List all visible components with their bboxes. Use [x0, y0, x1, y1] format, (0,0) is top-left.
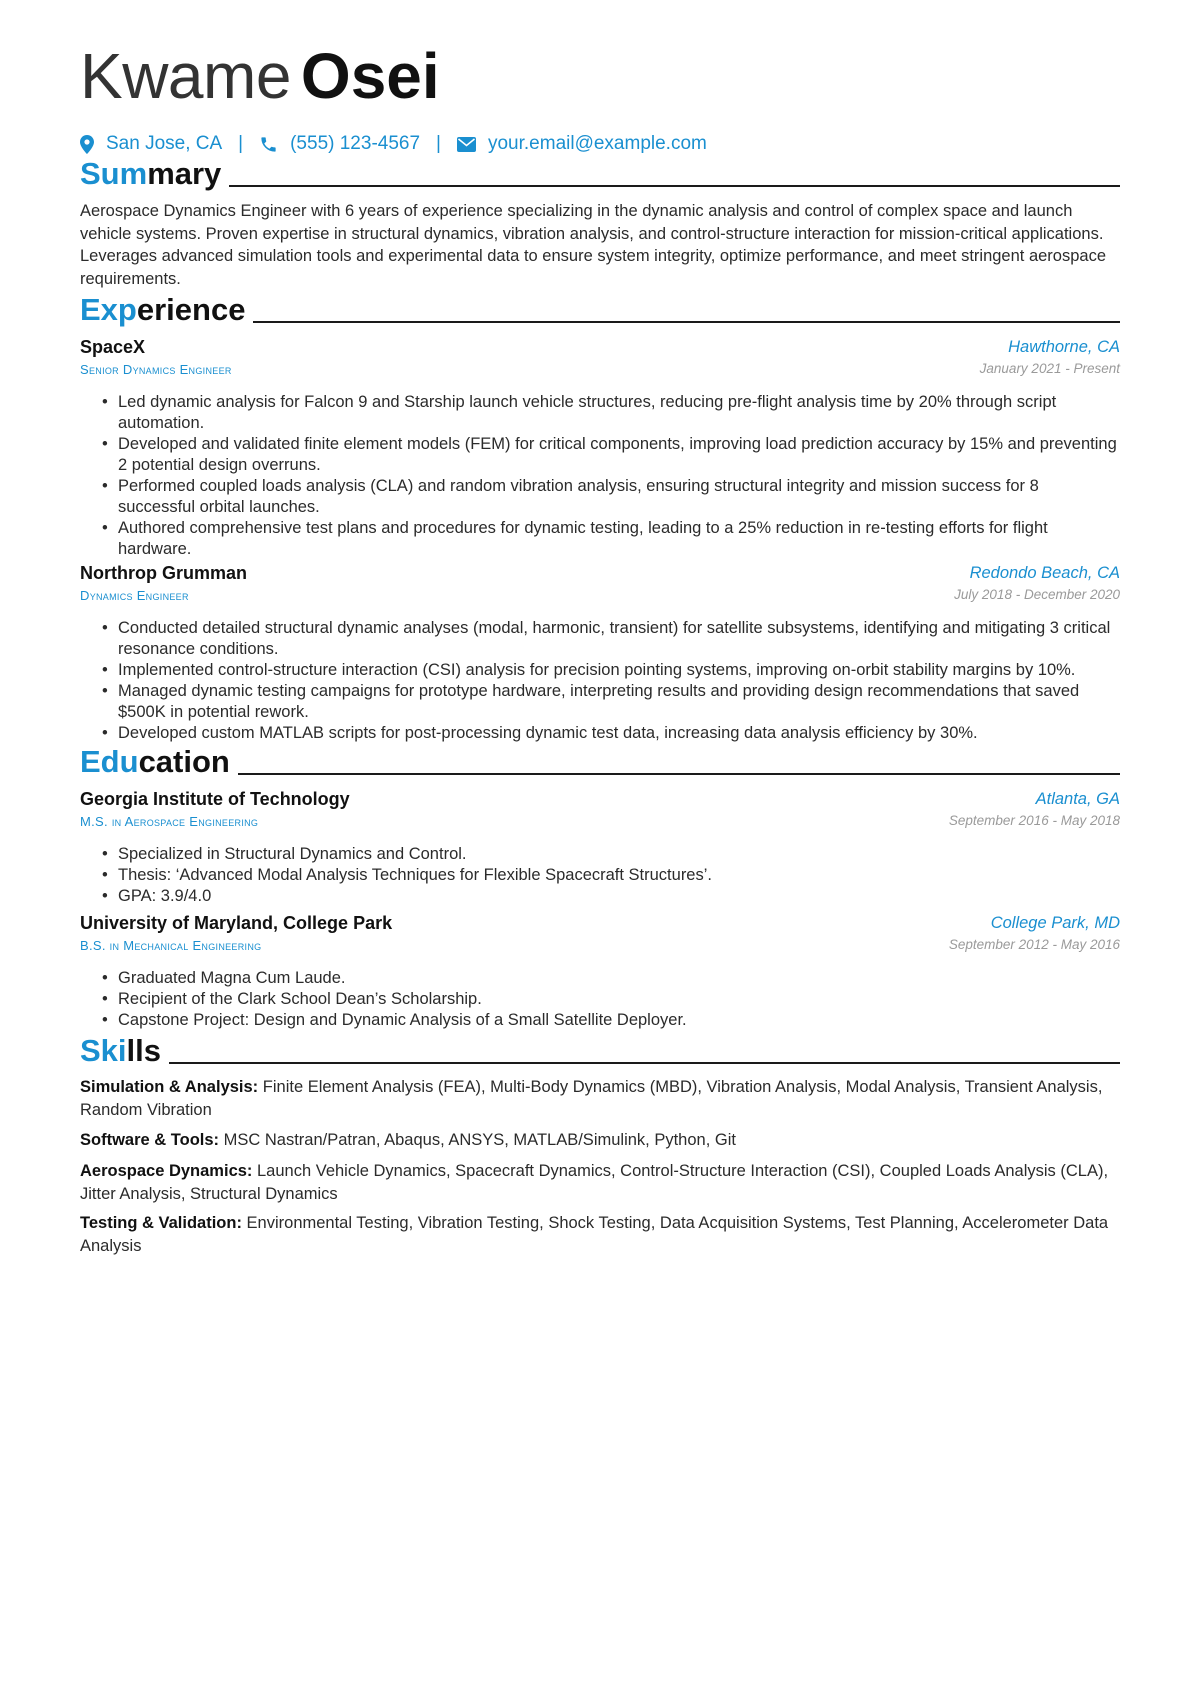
list-item: • Recipient of the Clark School Dean’s Scholarship.: [80, 989, 1120, 1010]
education-heading: Education: [80, 746, 1120, 777]
phone-icon: [259, 135, 278, 154]
section-divider: [253, 321, 1120, 323]
section-divider: [169, 1062, 1120, 1064]
list-item: • Developed custom MATLAB scripts for post-processing dynamic test data, increasing data analysis efficiency by 30%.: [80, 723, 1120, 744]
education-bullets-umd: [80, 968, 1120, 1031]
list-item: • Authored comprehensive test plans and procedures for dynamic testing, leading to a 25% reduction in re-testing efforts for flight hardware.: [80, 518, 1120, 560]
skill-values: Launch Vehicle Dynamics, Spacecraft Dynamics, Control-Structure Interaction (CSI), Coupled Loads Analysis (CLA), Jitter Analysis, Structural Dynamics: [80, 1162, 1109, 1203]
job-title: Senior Dynamics Engineer: [80, 362, 232, 377]
phone-text: (555) 123-4567: [290, 133, 421, 154]
experience-bullets-spacex: [80, 392, 1120, 560]
job-title: Dynamics Engineer: [80, 588, 189, 603]
section-divider: [238, 773, 1120, 775]
summary-text: Aerospace Dynamics Engineer with 6 years of experience specializing in the dynamic analysis and control of complex space and launch vehicle systems. Proven expertise in structural dynamics, vibration analysis, and control-structure interaction for mission-critical applications. Leverages advanced simulation tools and experimental data to ensure system integrity, optimize performance, and meet stringent aerospace requirements.: [80, 202, 1107, 288]
skill-values: Environmental Testing, Vibration Testing, Shock Testing, Data Acquisition Systems, Test Planning, Accelerometer Data Analysis: [80, 1214, 1109, 1255]
education-entry-umd: [80, 913, 1120, 957]
skill-category: Software & Tools:: [80, 1131, 220, 1149]
skill-row-aerospace: [80, 1160, 1120, 1205]
contact-separator: |: [238, 133, 244, 154]
skill-category: Aerospace Dynamics:: [80, 1162, 253, 1180]
skills-heading: Skills: [80, 1035, 1120, 1066]
school-location: College Park, MD: [990, 914, 1120, 932]
school-name: Georgia Institute of Technology: [80, 789, 350, 809]
list-item: • Led dynamic analysis for Falcon 9 and Starship launch vehicle structures, reducing pre-flight analysis time by 20% through script automation.: [80, 392, 1120, 434]
education-bullets-gatech: [80, 844, 1120, 907]
last-name: Osei: [300, 40, 440, 112]
contact-separator: |: [436, 133, 441, 154]
degree: B.S. in Mechanical Engineering: [80, 938, 262, 953]
job-location: Redondo Beach, CA: [969, 564, 1120, 582]
skill-values: MSC Nastran/Patran, Abaqus, ANSYS, MATLAB/Simulink, Python, Git: [219, 1131, 736, 1149]
skill-row-testing: [80, 1212, 1120, 1257]
list-item: • Capstone Project: Design and Dynamic Analysis of a Small Satellite Deployer.: [80, 1010, 1120, 1031]
experience-entry-spacex: [80, 337, 1120, 381]
contact-location: [80, 133, 222, 155]
experience-entry-northrop: [80, 563, 1120, 607]
list-item: • Graduated Magna Cum Laude.: [80, 968, 1120, 989]
education-dates: September 2016 - May 2018: [948, 813, 1120, 828]
map-marker-icon: [80, 135, 94, 154]
list-item: • Performed coupled loads analysis (CLA) and random vibration analysis, ensuring structural integrity and mission success for 8 successful orbital launches.: [80, 476, 1120, 518]
list-item: • Implemented control-structure interaction (CSI) analysis for precision pointing systems, improving on-orbit stability margins by 10%.: [80, 660, 1120, 681]
skill-row-software: [80, 1129, 1120, 1152]
summary-heading: Summary: [80, 158, 1120, 189]
location-text: San Jose, CA: [106, 133, 223, 154]
job-dates: July 2018 - December 2020: [954, 587, 1120, 602]
contact-phone[interactable]: [259, 133, 420, 155]
envelope-icon: [457, 137, 476, 152]
first-name: Kwame: [80, 40, 291, 112]
school-location: Atlanta, GA: [1035, 790, 1120, 808]
school-name: University of Maryland, College Park: [80, 913, 393, 933]
experience-heading: Experience: [80, 294, 1120, 325]
candidate-name: [80, 40, 440, 112]
job-dates: January 2021 - Present: [979, 361, 1120, 376]
degree: M.S. in Aerospace Engineering: [80, 814, 259, 829]
job-location: Hawthorne, CA: [1008, 338, 1120, 356]
company-name: Northrop Grumman: [80, 563, 248, 583]
skill-category: Testing & Validation:: [80, 1214, 242, 1232]
education-dates: September 2012 - May 2016: [948, 937, 1120, 952]
skill-values: Finite Element Analysis (FEA), Multi-Body Dynamics (MBD), Vibration Analysis, Modal Analysis, Transient Analysis, Random Vibration: [80, 1078, 1103, 1119]
section-divider: [229, 185, 1120, 187]
list-item: • Thesis: ‘Advanced Modal Analysis Techniques for Flexible Spacecraft Structures’.: [80, 865, 1120, 886]
list-item: • Managed dynamic testing campaigns for prototype hardware, interpreting results and providing design recommendations that saved $500K in potential rework.: [80, 681, 1120, 723]
skill-row-simulation: [80, 1076, 1120, 1121]
education-entry-gatech: [80, 789, 1120, 833]
contact-info: [80, 133, 707, 155]
company-name: SpaceX: [80, 337, 146, 357]
email-link: your.email@example.com: [487, 133, 707, 154]
list-item: • GPA: 3.9/4.0: [80, 886, 1120, 907]
list-item: • Developed and validated finite element models (FEM) for critical components, improving load prediction accuracy by 15% and preventing 2 potential design overruns.: [80, 434, 1120, 476]
skill-category: Simulation & Analysis:: [80, 1078, 259, 1096]
experience-bullets-northrop: [80, 618, 1120, 744]
contact-email[interactable]: [457, 133, 707, 155]
list-item: • Specialized in Structural Dynamics and Control.: [80, 844, 1120, 865]
list-item: • Conducted detailed structural dynamic analyses (modal, harmonic, transient) for satellite subsystems, identifying and mitigating 3 critical resonance conditions.: [80, 618, 1120, 660]
